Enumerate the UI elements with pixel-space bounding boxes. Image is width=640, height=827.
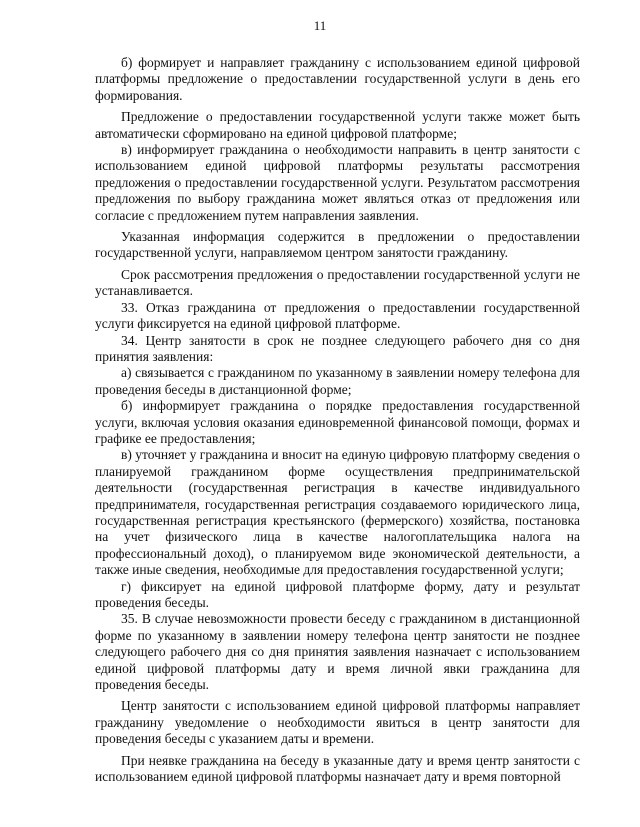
paragraph: г) фиксирует на единой цифровой платформе форму, дату и результат проведения беседы. — [95, 578, 580, 610]
paragraph: а) связывается с гражданином по указанному в заявлении номеру телефона для проведения беседы в дистанционной форме; — [95, 365, 580, 397]
paragraph: При неявке гражданина на беседу в указанные дату и время центр занятости с использованием единой цифровой платформы назначает дату и время повторной — [95, 752, 580, 785]
paragraph: Срок рассмотрения предложения о предоставлении государственной услуги не устанавливается. — [95, 266, 580, 299]
paragraph: б) формирует и направляет гражданину с использованием единой цифровой платформы предложение о предоставлении государственной услуги в день его формирования. — [95, 55, 580, 103]
paragraph: Указанная информация содержится в предложении о предоставлении государственной услуги, направляемом центром занятости гражданину. — [95, 229, 580, 261]
paragraph: в) уточняет у гражданина и вносит на единую цифровую платформу сведения о планируемой гражданином форме осуществления предпринимательской деятельности (государственная регистрация в качестве индивидуального предпринимателя, государственная регистрация создаваемого юридического лица, государственная регистрация крестьянского (фермерского) хозяйства, постановка на учет физического лица в качестве налогоплательщика налога на профессиональный доход), о планируемом виде экономической деятельности, а также иные сведения, необходимые для предоставления государственной услуги; — [95, 447, 580, 578]
paragraph: 33. Отказ гражданина от предложения о предоставлении государственной услуги фиксируется на единой цифровой платформе. — [95, 299, 580, 332]
paragraph: 34. Центр занятости в срок не позднее следующего рабочего дня со дня принятия заявления: — [95, 332, 580, 364]
paragraph: в) информирует гражданина о необходимости направить в центр занятости с использованием единой цифровой платформы результаты рассмотрения предложения о предоставлении государственной услуги. Результатом рассмотрения предложения по выбору гражданина может являться отказ от предложения или согласие с предложением путем направления заявления. — [95, 142, 580, 223]
paragraph: 35. В случае невозможности провести беседу с гражданином в дистанционной форме по указанному в заявлении номеру телефона центр занятости не позднее следующего рабочего дня со дня принятия заявления назначает с использованием единой цифровой платформы дату и время личной явки гражданина для проведения беседы. — [95, 611, 580, 693]
document-body — [95, 55, 580, 785]
paragraph: Центр занятости с использованием единой цифровой платформы направляет гражданину уведомление о необходимости явиться в центр занятости для проведения беседы с указанием даты и времени. — [95, 698, 580, 747]
paragraph: Предложение о предоставлении государственной услуги также может быть автоматически сформировано на единой цифровой платформе; — [95, 109, 580, 141]
paragraph: б) информирует гражданина о порядке предоставления государственной услуги, включая условия оказания единовременной финансовой помощи, формах и графике ее предоставления; — [95, 398, 580, 446]
page-number: 11 — [313, 18, 327, 33]
